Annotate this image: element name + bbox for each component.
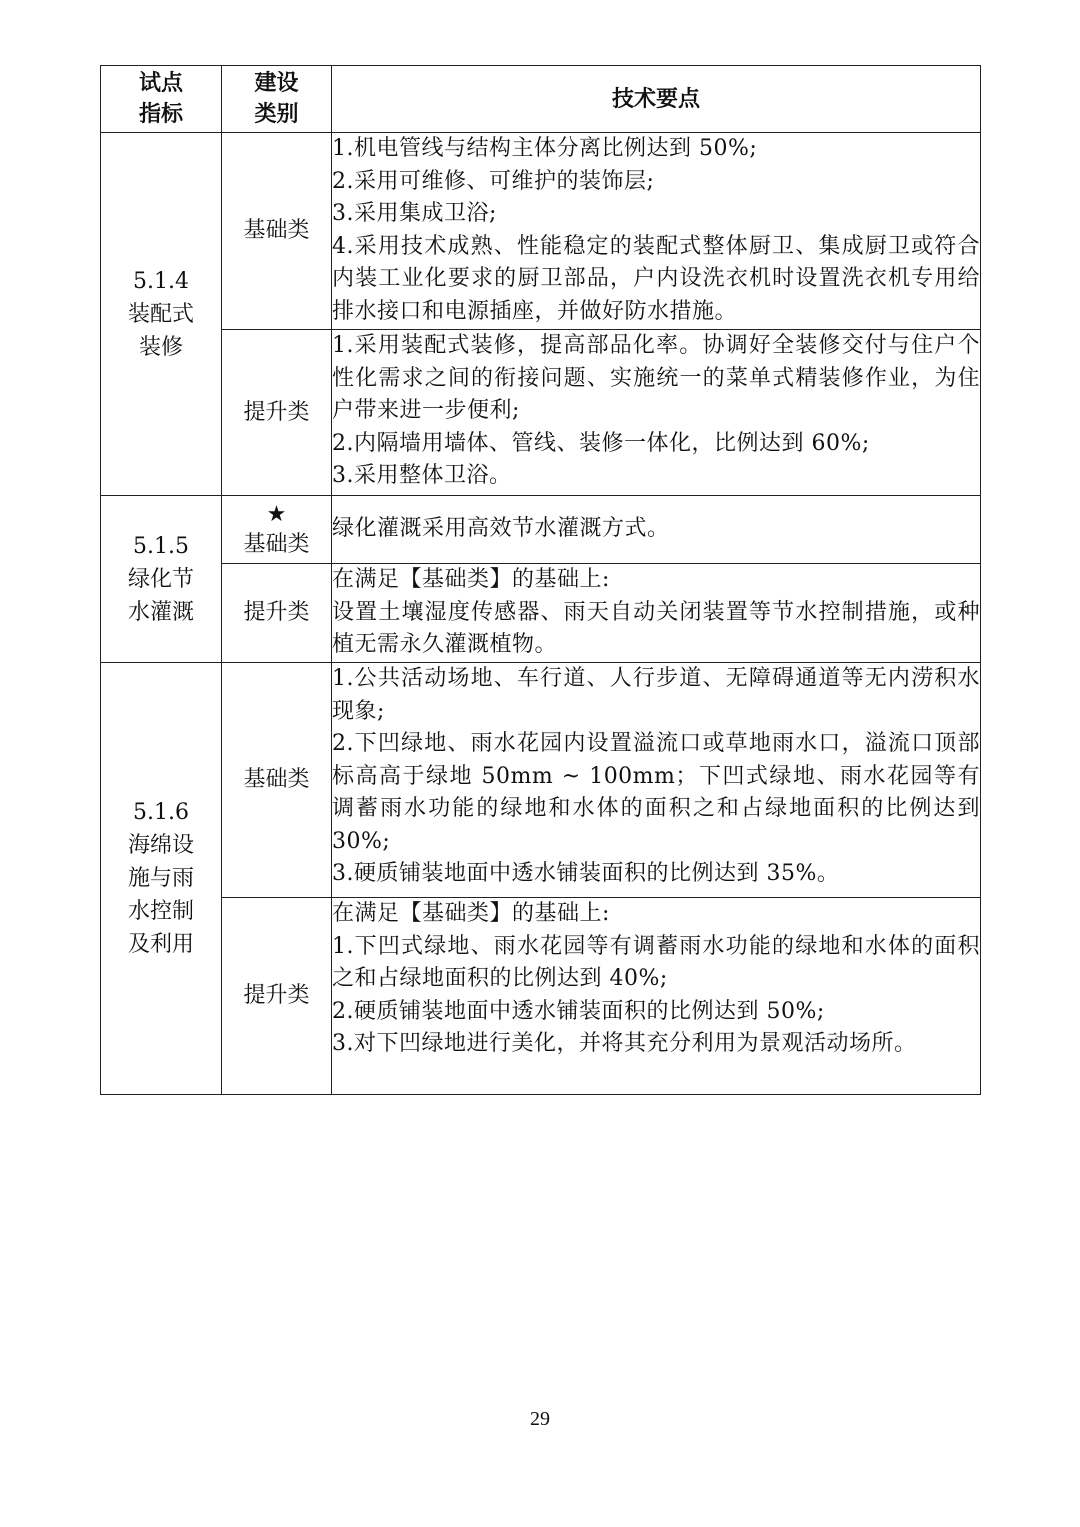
table-row [101, 496, 981, 564]
category-cell: 提升类 [222, 330, 332, 496]
points-cell: 1.采用装配式装修，提高部品化率。协调好全装修交付与住户个性化需求之间的衔接问题、实施统一的菜单式精装修作业，为住户带来进一步便利; 2.内隔墙用墙体、管线、装修一体化，比例达到 60%; 3.采用整体卫浴。 [332, 330, 981, 496]
points-cell: 绿化灌溉采用高效节水灌溉方式。 [332, 496, 981, 564]
category-cell: 基础类 [222, 133, 332, 330]
category-cell: 提升类 [222, 564, 332, 663]
table-header-row [101, 66, 981, 133]
category-cell: ★ 基础类 [222, 496, 332, 564]
indicator-cell: 5.1.6 海绵设 施与雨 水控制 及利用 [101, 663, 222, 1095]
header-indicator: 试点 指标 [101, 66, 222, 133]
category-cell: 基础类 [222, 663, 332, 898]
category-cell: 提升类 [222, 898, 332, 1095]
table-row [101, 133, 981, 330]
header-category: 建设 类别 [222, 66, 332, 133]
points-cell: 1.公共活动场地、车行道、人行步道、无障碍通道等无内涝积水现象; 2.下凹绿地、雨水花园内设置溢流口或草地雨水口，溢流口顶部标高高于绿地 50mm ~ 100mm；下凹式绿地、雨水花园等有调蓄雨水功能的绿地和水体的面积之和占绿地面积的比例达到 30%; 3.硬质铺装地面中透水铺装面积的比例达到 35%。 [332, 663, 981, 898]
table-row [101, 330, 981, 496]
technical-points-table [100, 65, 981, 1095]
star-icon: ★ [266, 501, 287, 527]
points-cell: 在满足【基础类】的基础上: 设置土壤湿度传感器、雨天自动关闭装置等节水控制措施，或种植无需永久灌溉植物。 [332, 564, 981, 663]
table-row [101, 663, 981, 898]
points-cell: 1.机电管线与结构主体分离比例达到 50%; 2.采用可维修、可维护的装饰层; 3.采用集成卫浴; 4.采用技术成熟、性能稳定的装配式整体厨卫、集成厨卫或符合内装工业化要求的厨卫部品，户内设洗衣机时设置洗衣机专用给排水接口和电源插座，并做好防水措施。 [332, 133, 981, 330]
indicator-cell: 5.1.4 装配式 装修 [101, 133, 222, 496]
points-cell: 在满足【基础类】的基础上: 1.下凹式绿地、雨水花园等有调蓄雨水功能的绿地和水体的面积之和占绿地面积的比例达到 40%; 2.硬质铺装地面中透水铺装面积的比例达到 50%; 3.对下凹绿地进行美化，并将其充分利用为景观活动场所。 [332, 898, 981, 1095]
table-row [101, 564, 981, 663]
page-number: 29 [530, 1408, 550, 1430]
indicator-cell: 5.1.5 绿化节 水灌溉 [101, 496, 222, 663]
header-technical-points: 技术要点 [332, 66, 981, 133]
table-row [101, 898, 981, 1095]
